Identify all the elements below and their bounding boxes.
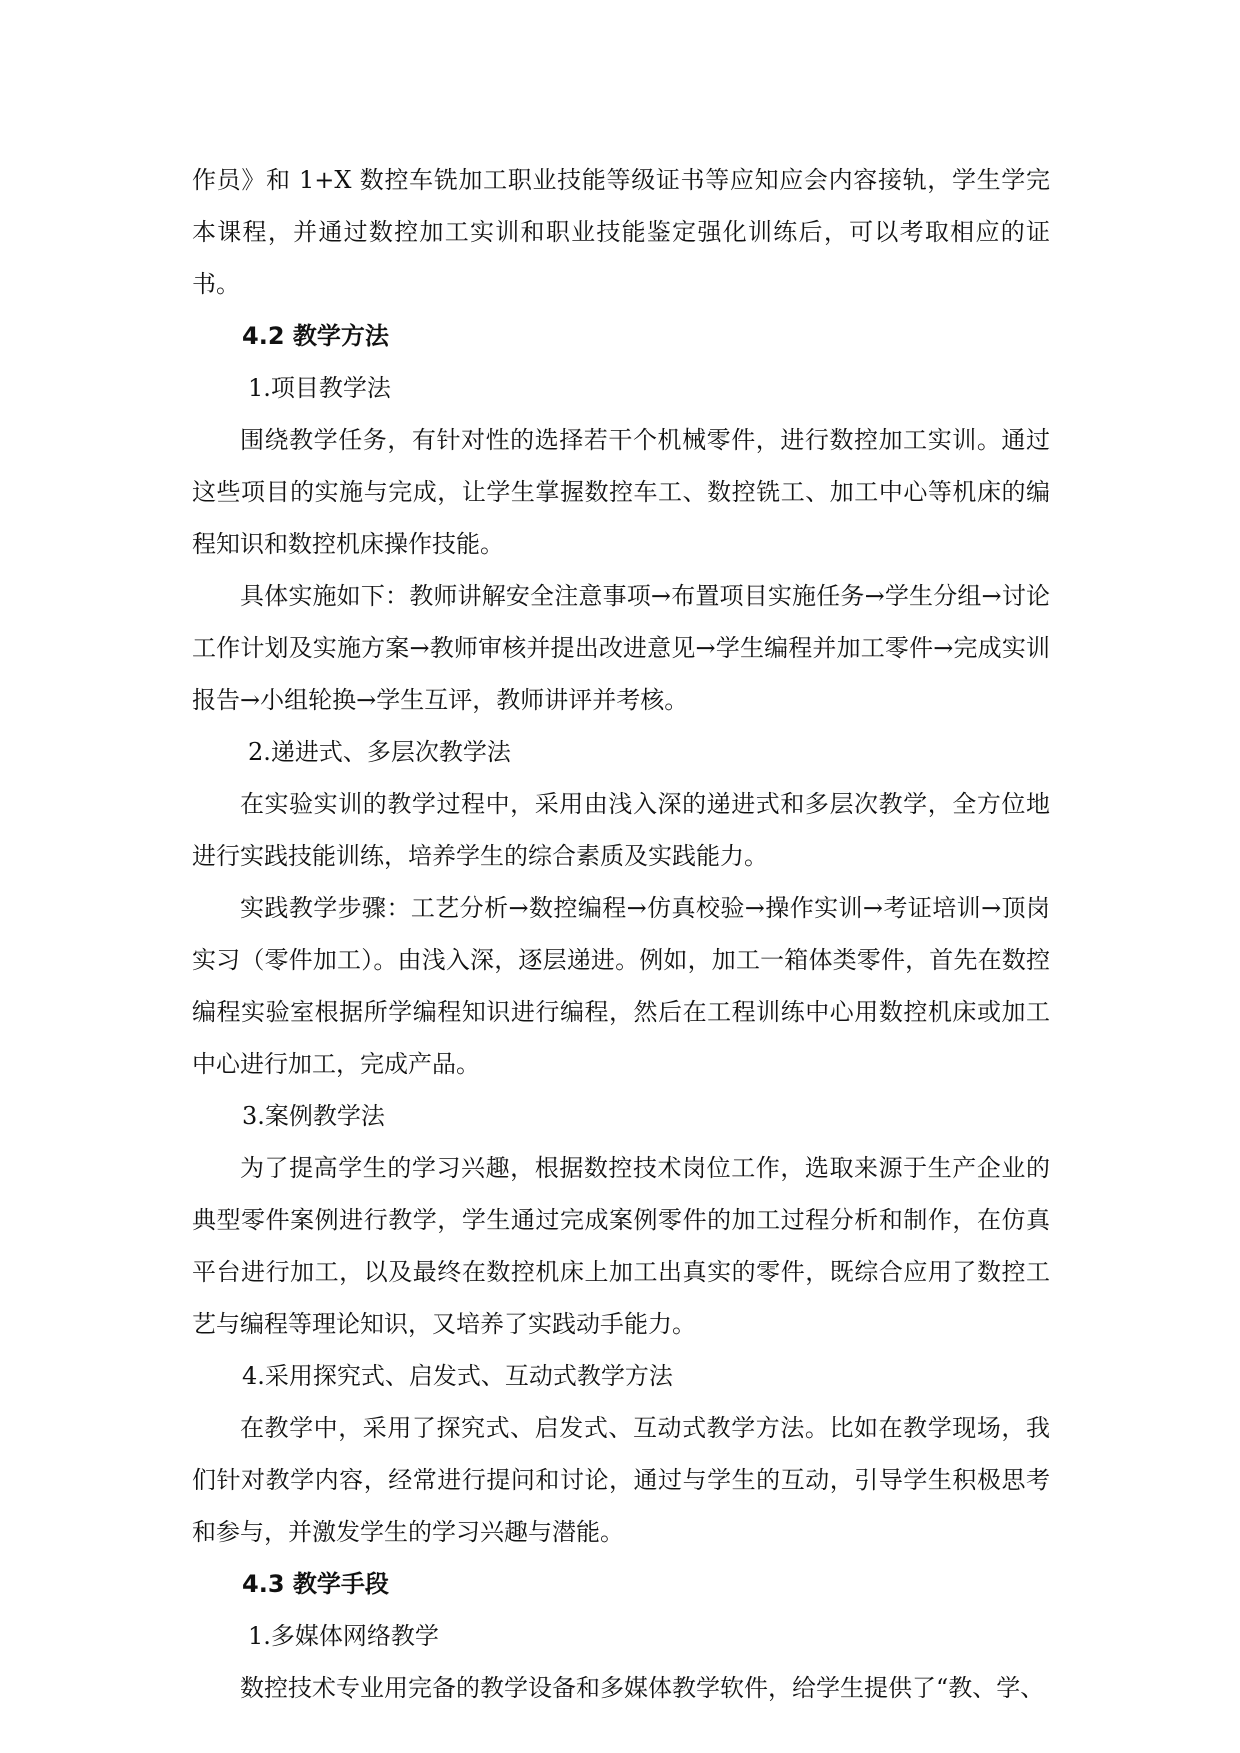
paragraph: 在教学中，采用了探究式、启发式、互动式教学方法。比如在教学现场，我们针对教学内容，经常进行提问和讨论，通过与学生的互动，引导学生积极思考和参与，并激发学生的学习兴趣与潜能。 (192, 1414, 1050, 1546)
paragraph-continued: 作员》和 1+X 数控车铣加工职业技能等级证书等应知应会内容接轨，学生学完本课程，并通过数控加工实训和职业技能鉴定强化训练后，可以考取相应的证书。 (192, 166, 1050, 298)
subheading-progressive-teaching: 2.递进式、多层次教学法 (248, 738, 511, 766)
section-heading-4-2: 4.2 教学方法 (242, 322, 389, 350)
subheading-inquiry-teaching: 4.采用探究式、启发式、互动式教学方法 (242, 1362, 673, 1390)
paragraph: 具体实施如下：教师讲解安全注意事项→布置项目实施任务→学生分组→讨论工作计划及实施方案→教师审核并提出改进意见→学生编程并加工零件→完成实训报告→小组轮换→学生互评，教师讲评并考核。 (192, 582, 1050, 714)
paragraph: 数控技术专业用完备的教学设备和多媒体教学软件，给学生提供了“教、学、 (240, 1674, 1045, 1702)
subheading-project-teaching: 1.项目教学法 (248, 374, 391, 402)
subheading-multimedia-teaching: 1.多媒体网络教学 (248, 1622, 439, 1650)
page-body (192, 154, 1050, 1714)
paragraph: 为了提高学生的学习兴趣，根据数控技术岗位工作，选取来源于生产企业的典型零件案例进行教学，学生通过完成案例零件的加工过程分析和制作，在仿真平台进行加工，以及最终在数控机床上加工出真实的零件，既综合应用了数控工艺与编程等理论知识，又培养了实践动手能力。 (192, 1154, 1050, 1338)
paragraph: 实践教学步骤：工艺分析→数控编程→仿真校验→操作实训→考证培训→顶岗实习（零件加工）。由浅入深，逐层递进。例如，加工一箱体类零件，首先在数控编程实验室根据所学编程知识进行编程，然后在工程训练中心用数控机床或加工中心进行加工，完成产品。 (192, 894, 1050, 1078)
paragraph: 围绕教学任务，有针对性的选择若干个机械零件，进行数控加工实训。通过这些项目的实施与完成，让学生掌握数控车工、数控铣工、加工中心等机床的编程知识和数控机床操作技能。 (192, 426, 1050, 558)
section-heading-4-3: 4.3 教学手段 (242, 1570, 389, 1598)
paragraph: 在实验实训的教学过程中，采用由浅入深的递进式和多层次教学，全方位地进行实践技能训练，培养学生的综合素质及实践能力。 (192, 790, 1050, 870)
subheading-case-teaching: 3.案例教学法 (242, 1102, 385, 1130)
